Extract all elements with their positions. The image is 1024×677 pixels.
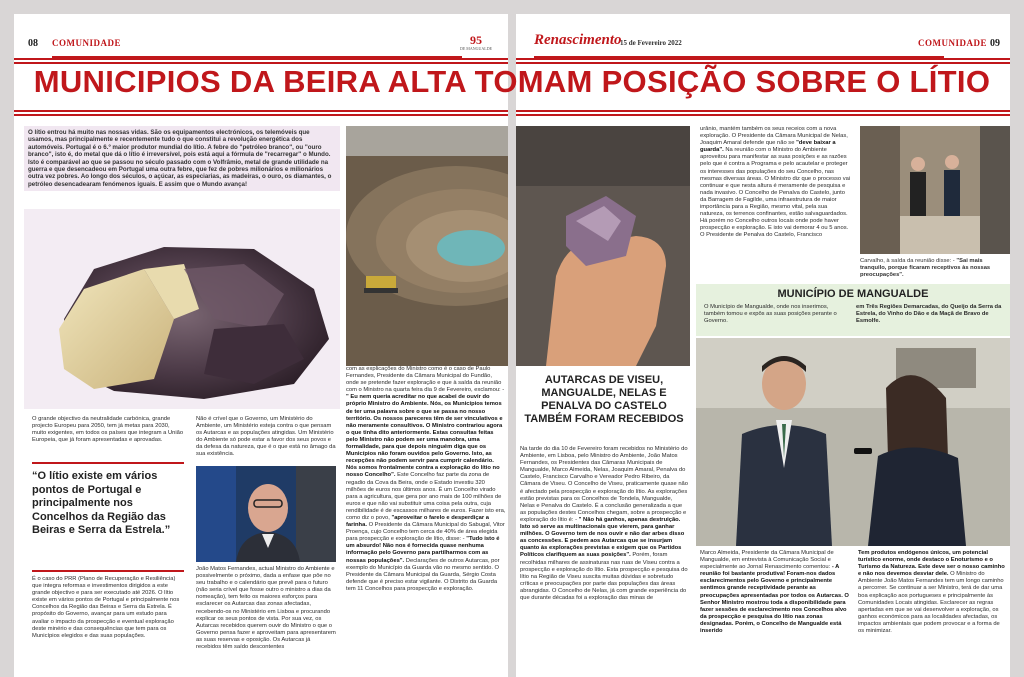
- mangualde-box: [696, 284, 1010, 336]
- mr-quote: Tem produtos endógenos únicos, um potencial turístico enorme, onde destaco o Enoturismo e o Turismo da Natureza. Este deve ser o nosso caminho e não nos devemos desviar dele.: [858, 550, 1005, 578]
- page-number: 08: [28, 38, 38, 49]
- rc1-text: Na tarde do dia 10 de Fevereiro foram recebidos no Ministério do Ambiente, em Lisboa, pelo Ministro do Ambiente, João Matos Fernandes, os Presidentes das Câmaras Municipais de Mangualde, Marco Almeida, Nelas, Joaquim Amaral, Penalva do Castelo, Francisco Carvalho e Vereador Pedro Ribeiro, da Câmara de Viseu. O Concelho de Viseu, praticamente quase não é afectado pela prospecção e exploração do lítio. As explorações estão previstas para os Concelhos de Tondela, Mangualde, Nelas e Penalva do Castelo. É a conclusão generalizada a que as populações destes Concelhos chegam, sobre a prospecção e exploração do lítio é: -: [520, 446, 688, 523]
- page-number: 09: [990, 38, 1000, 49]
- issue-date: 15 de Fevereiro 2022: [620, 39, 682, 47]
- right-column-2-top: [700, 126, 852, 240]
- rc1-text-end: Porém, foram recolhidas milhares de assinaturas nas ruas de Viseu contra a prospecção e exploração do lítio. Esta prospecção e pesquisa do lítio na Região de Viseu suscita muitas dúvidas e sobretudo críticas e preocupações por parte das populações das áreas abrangidas. O Concelho de Nelas, já com grande experiência do que durante décadas foi a exploração das minas de: [520, 552, 688, 601]
- rc2-text: urânio, mantém também os seus receios com a nova exploração. O Presidente da Câmara Municipal de Nelas, Joaquim Amaral defende que não se: [700, 126, 848, 147]
- left-page: [14, 14, 508, 677]
- mangualde-intro-right: em Três Regiões Demarcadas, do Queijo da Serra da Estrela, do Vinho do Dão e da Maçã de Bravo de Esmolfe.: [856, 304, 1002, 325]
- pull-quote: “O lítio existe em vários pontos de Portugal e principalmente nos Concelhos da Região das Beiras e Serra da Estrela.”: [32, 470, 171, 536]
- intro-box: O lítio entrou há muito nas nossas vidas. São os equipamentos electrónicos, os telemóveis que usamos, mas principalmente e recentemente tudo o que constitui a revolução energética dos automóveis. Portugal é o 6.º maior produtor mundial do lítio. A febre do "petróleo branco", ou "ouro branco", isto é, do metal que dá o lítio é irreversível, pois está aqui a fórmula de "recarregar" o Mundo. Isto é comparável ao que se passou no século passado com o Volfrâmio, metal de grande utilidade na guerra e que desencadeou em Portugal uma outra febre, que fez de pobres milionários e milionários outra vez pobres. Ao longo dos séculos, o açúcar, as especiarias, as madeiras, o ouro, os diamantes, o petróleo desencadearam fenómenos iguais. E assim que o Mundo avança!: [24, 126, 340, 191]
- col3-text-d: Declarações de outros Autarcas, por exemplo do Município da Guarda vão no mesmo sentido. O Presidente da Câmara Municipal da Guarda, Sérgio Costa defende que é preciso estar vigilante. O Distrito da Guarda tem 11 Concelhos para prospecção e exploração.: [346, 557, 500, 592]
- caption-quote: "Sai mais tranquilo, porque ficaram receptivos às nossas preocupações".: [860, 258, 991, 278]
- bottom-red-bar: [14, 110, 508, 116]
- mayor-interview-photo: [696, 338, 1010, 546]
- col3-text-a: com as explicações do Ministro como é o caso de Paulo Fernandes, Presidente da Câmara Municipal do Fundão, onde se pretende fazer exploração e que à saída da reunião com o Ministro na quarta feira dia 9 de Fevereiro, exclamou: -: [346, 366, 505, 394]
- minister-illustration: [196, 466, 336, 562]
- mayors-walking-photo: [860, 126, 1010, 254]
- column-2-top: Não é crível que o Governo, um Ministério do Ambiente, um Ministério esteja contra o que pensam os Autarcas e as populações atingidas. Um Ministério do Ambiente só pode estar a favor dos seus povos e da defesa da natureza, que é o que está no âmago da sua existência.: [196, 416, 336, 458]
- col3-quote-2: "aproveitar o farelo e desperdiçar a farinha.: [346, 514, 489, 529]
- ml-quote: - A reunião foi bastante produtiva! Foram-nos dados esclarecimentos pelo Governo e principalmente sentimos grande receptividade perante as preocupações apresentadas por todos os Autarcas. O Senhor Ministro mostrou toda a disponibilidade para fazer sessões de esclarecimento nos Concelhos alvo da prospecção e pesquisa do lítio nas zonas designadas. Porém, o Concelho de Mangualde está inserido: [700, 564, 849, 635]
- col3-text-c: O Presidente da Câmara Municipal do Sabugal, Vitor Proença, cujo Concelho tem cerca de 40% de área elegida para prospecção e exploração de lítio, disse: -: [346, 522, 505, 543]
- badge-subtitle: DE MANGUALDE: [459, 46, 493, 51]
- mineral-illustration: [24, 209, 340, 409]
- mangualde-column-left: [700, 550, 850, 635]
- mine-illustration: [346, 126, 508, 366]
- rc2-quote: "deve baixar a guarda".: [700, 140, 836, 154]
- quote-rule-bottom: [32, 570, 184, 572]
- walking-illustration: [860, 126, 1010, 254]
- badge-number: 95: [470, 33, 482, 47]
- lepidolite-hand-photo: [516, 126, 690, 366]
- lithium-mineral-photo: [24, 209, 340, 409]
- right-header: [516, 28, 1010, 56]
- column-1-bottom: É o caso do PRR (Plano de Recuperação e Resiliência) que integra reformas e investimentos dirigidos a este grande objectivo e para ser executado até 2026. O lítio existe em vários pontos de Portugal e principalmente nos Concelhos da Região das Beiras e Serra da Estrela. É propósito do Governo, avançar para um estudo para avaliar o impacto da prospecção e eventual exploração deste minério e das consequências que tem para os Municípios elegidos e das suas populações.: [32, 576, 180, 639]
- interview-illustration: [696, 338, 1010, 546]
- right-column-1: [520, 446, 688, 602]
- quote-rule-top: [32, 462, 184, 464]
- column-3-bottom: [346, 366, 506, 593]
- mr-text: O Ministro do Ambiente João Matos Fernandes tem um longo caminho a percorrer. Se continuar a ser Ministro, terá de dar uma boa explicação aos portugueses e principalmente às Comunidades Locais atingidas. Esclarecer as regras apertadas em que se vai desenvolver a exploração, os ganhos económicos para as localidades afectadas, os impactos ambientais que podem provocar e a forma de os minimizar.: [858, 571, 1004, 635]
- column-1-top: O grande objectivo da neutralidade carbónica, grande projecto Europeu para 2050, tem já metas para 2030, muito exigentes, em todos os países que integram a União Europeia, que já foram apresentadas e aprovadas.: [32, 416, 184, 444]
- section-label: COMUNIDADE: [918, 38, 987, 48]
- mangualde-headline: MUNICÍPIO DE MANGUALDE: [777, 288, 929, 300]
- caption-text: Carvalho, à saída da reunião disse: -: [860, 258, 955, 264]
- photo-caption: [860, 258, 1010, 279]
- column-2-bottom: João Matos Fernandes, actual Ministro do Ambiente e possivelmente o próximo, dada a enfase que pôe no seu trabalho e o calendário que prevê para o futuro (não seria crível que fosse outro o ministro a dias da nomeação), tem feito os maiores esforços para esclarecer os Autarcas das zonas afectadas, recebendo-os no Ministério em Lisboa e procurando explicar os seus pontos de vista. Por sua vez, os Autarcas recebidos querem ouvir do Ministro o que o Governo pensa fazer e aproveitam para apresentarem as suas reservas e oposição. Os Autarcas já recebidos têm saído descontentes: [196, 566, 336, 651]
- open-pit-mine-photo: [346, 126, 508, 366]
- mangualde-column-right: [858, 550, 1006, 635]
- col3-quote-3: "Tudo isto é um absurdo! Não nos é fornecida quase nenhuma informação pelo Governo para partilharmos com as nossas populações".: [346, 536, 500, 564]
- left-header: [14, 28, 508, 56]
- mangualde-intro-left: O Município de Mangualde, onde nos inserimos, também tomou e expôs as suas posições perante o Governo.: [704, 304, 837, 325]
- ml-text: Marco Almeida, Presidente da Câmara Municipal de Mangualde, em entrevista à Comunicação Social e especialmente ao Jornal Renascimento comentou:: [700, 550, 834, 571]
- right-page: [516, 14, 1010, 677]
- minister-portrait: [196, 466, 336, 562]
- rc2-text-end: Na reunião com o Ministro do Ambiente aproveitou para manifestar as suas posições e as razões pelo que é contra a Programa e pelo acautelar e proteger os interesses das populações do seu Concelho, nas mesmas diversas áreas. O Ministro diz que o processo vai continuar e que nesta altura é meramente de pesquisa e nada invasivo. O Concelho de Penalva do Castelo, junto da Barragem de Fagilde, uma infraestrutura de maior importância para a Região, mesmo vital, pela sua natureza, os terrenos confinantes, estão salvaguardados. Há porém no Concelho outros locais onde pode haver prospecção e exploração. E isto vai demorar 4 ou 5 anos. O Presidente de Penalva do Castelo, Francisco: [700, 147, 851, 239]
- main-headline: MUNICIPIOS DA BEIRA ALTA TOMAM POSIÇÃO SOBRE O LÍTIO: [33, 64, 991, 99]
- rc1-quote: " Não há ganhos, apenas destruição. Isto só serve as multinacionais que vierem, para ganhar milhões. O Governo tem de nos ouvir e não dar arbes disso as concessões. E pedem aos Autarcas que se insurjam quanto às explorações previstas e exigem que os Partidos Políticos clarifiquem as suas posições".: [520, 516, 685, 559]
- hand-illustration: [516, 126, 690, 366]
- col3-text-b: Este Concelho faz parte da zona de regadio da Cova da Beira, onde o Estado investiu 320 milhões de euros nos últimos anos. É um Concelho virado para a agricultura, que gera por ano mais de 100 milhões de euros e que não vai substituir uma coisa pela outra, cuja rendibilidade é de escassos milhares de euros. Fazer isto era, como diz o povo,: [346, 472, 506, 521]
- section-label: COMUNIDADE: [52, 38, 121, 48]
- bottom-red-bar: [516, 110, 1010, 116]
- section-headline: AUTARCAS DE VISEU, MANGUALDE, NELAS E PENALVA DO CASTELO TAMBÉM FORAM RECEBIDOS: [524, 374, 684, 425]
- masthead: Renascimento: [534, 32, 622, 48]
- anniversary-badge: [456, 34, 496, 51]
- col3-quote-1: " Eu nem queria acreditar no que acabei de ouvir do próprio Ministro do Ambiente. Nós, os Municípios temos de ter uma palavra sobre o que se passa no nosso território. Os nossos pareceres têm de ser vinculativos e não meramente consultivos. O Ministro contrariou agora o que tinha dito anteriormente. Estas consultas feitas pelo Ministro não podem ser uma manobra, uma formalidade, para que depois ninguém diga que os Municípios não foram ouvidos pelo Governo. Isto, as recepções não podem servir para cumprir calendário. Nós somos frontalmente contra a exploração do lítio no nosso Concelho".: [346, 394, 503, 479]
- newspaper-spread: [14, 14, 1010, 677]
